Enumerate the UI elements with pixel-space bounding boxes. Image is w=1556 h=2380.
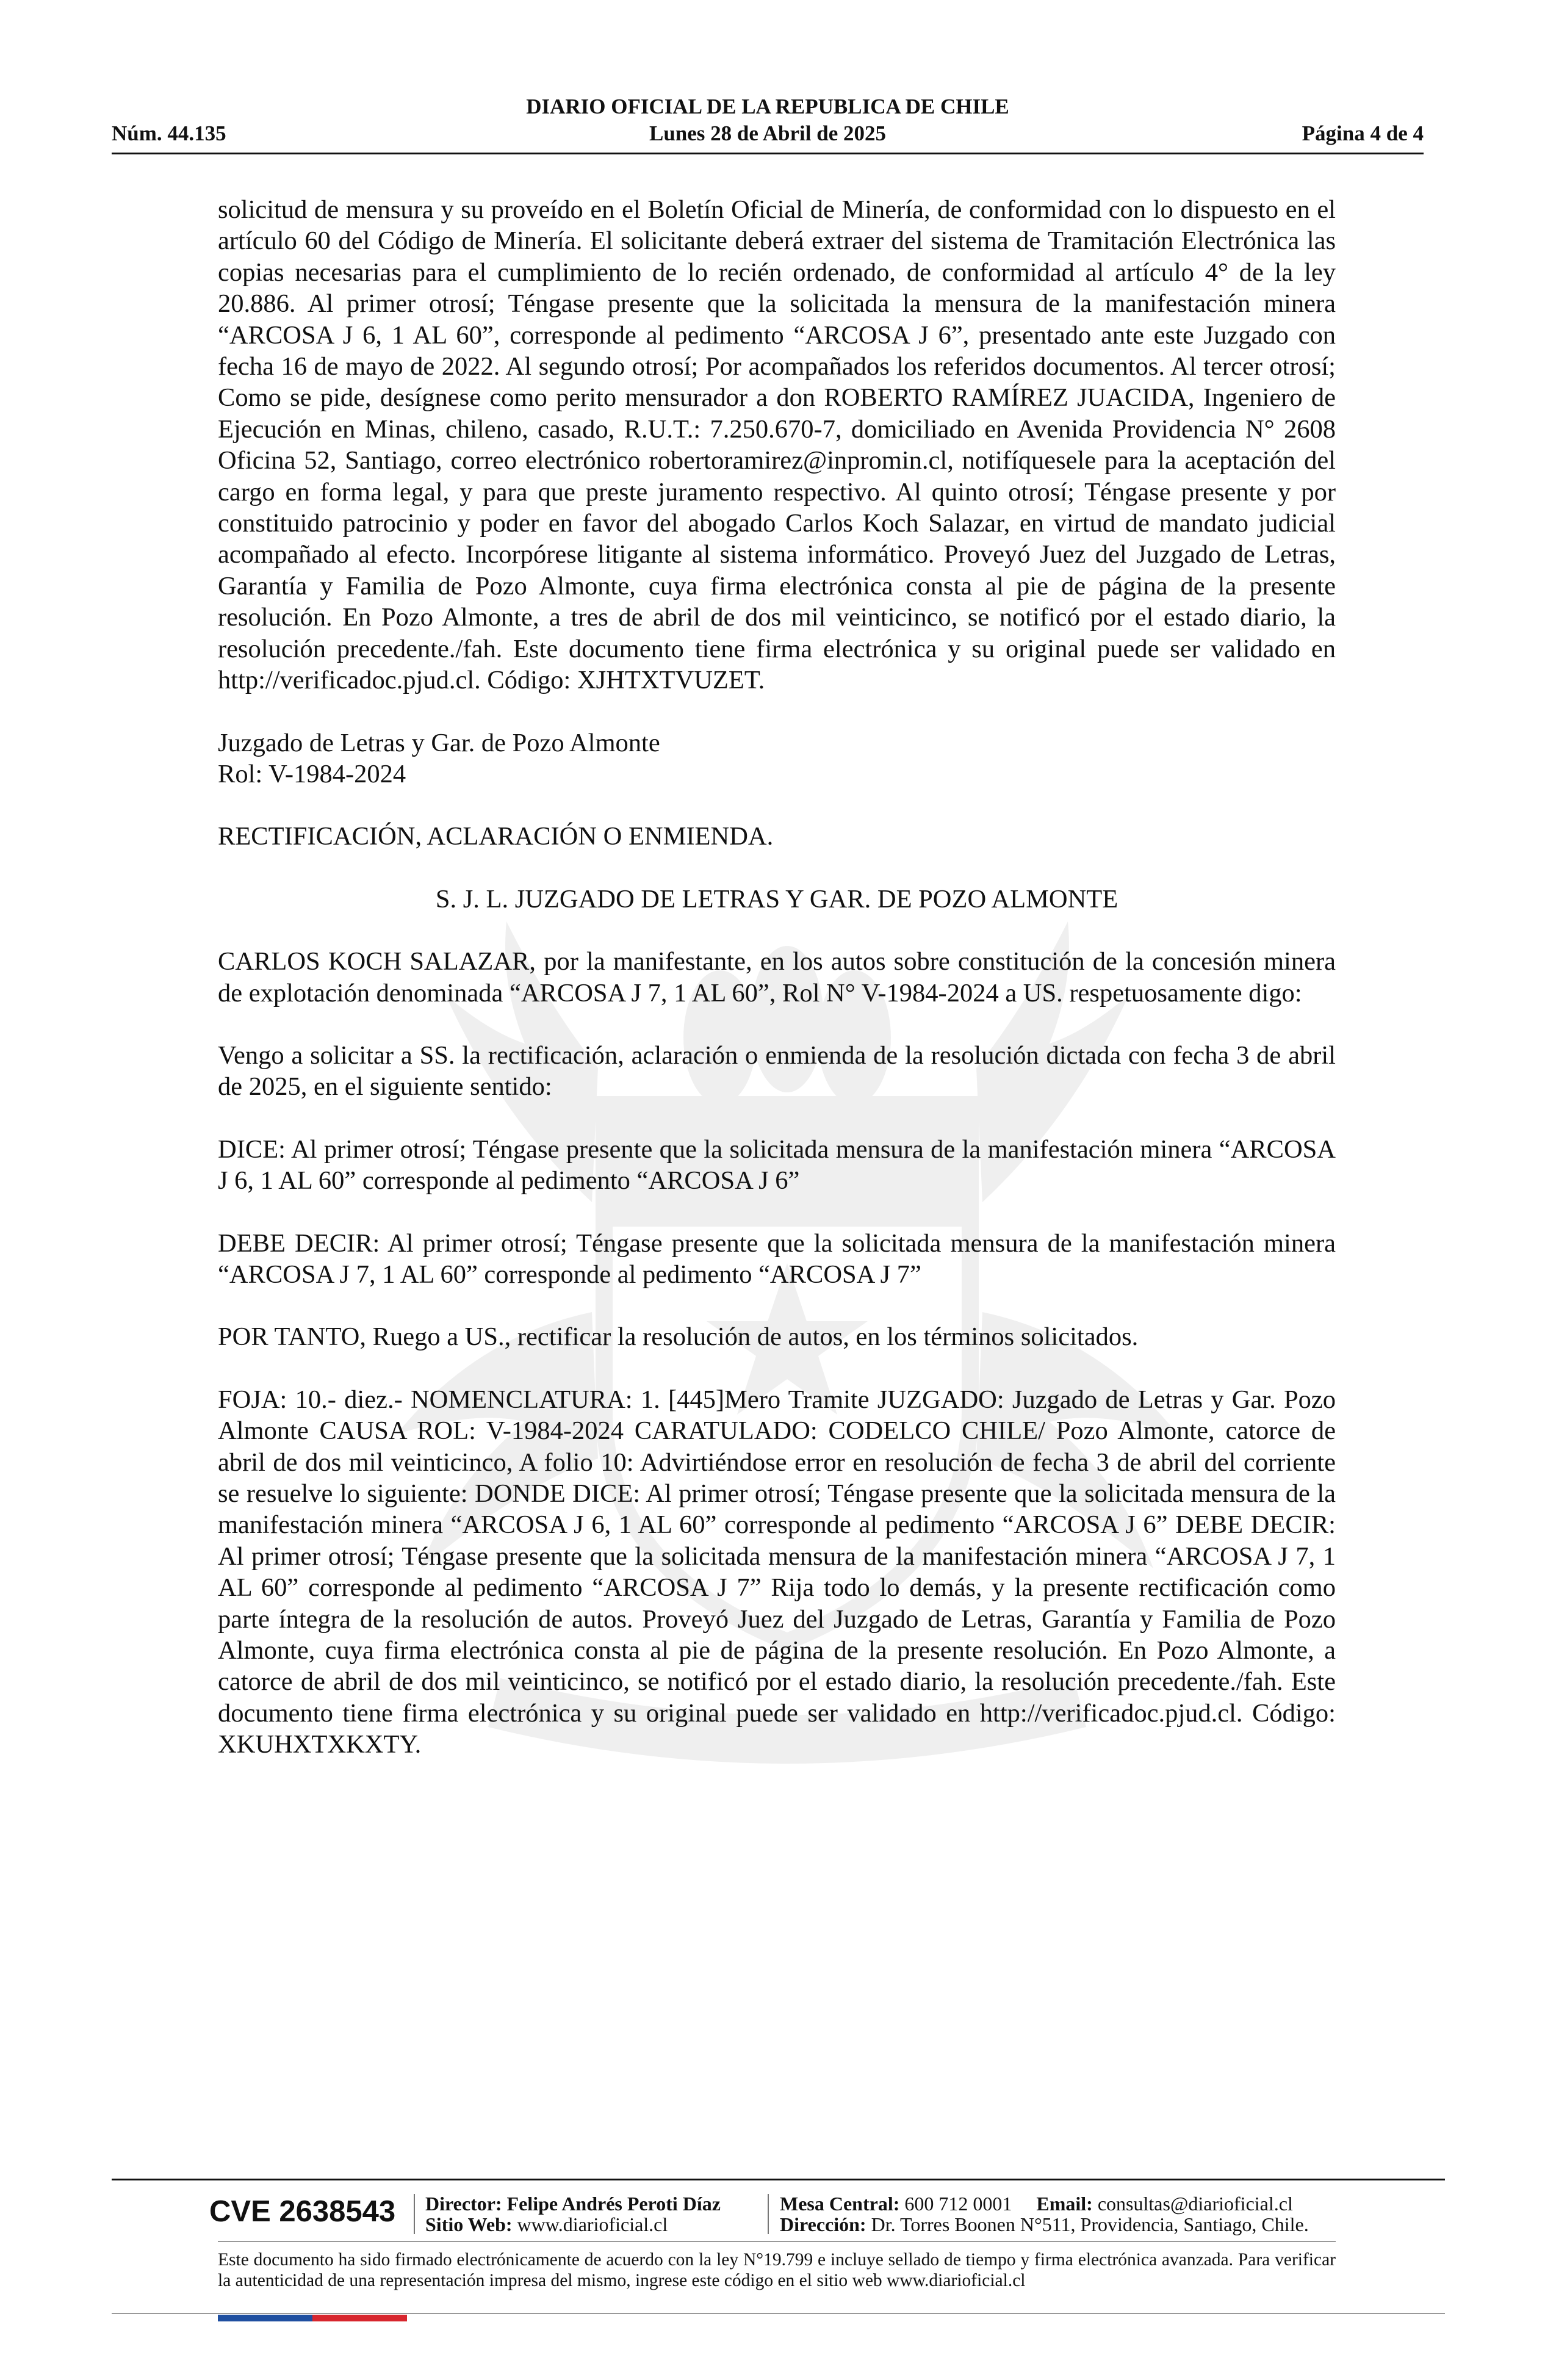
contact-info	[780, 2193, 1309, 2235]
court-name: Juzgado de Letras y Gar. de Pozo Almonte	[218, 728, 660, 757]
address-value: Dr. Torres Boonen N°511, Providencia, Santiago, Chile.	[871, 2213, 1309, 2235]
footer-divider-top	[112, 2179, 1445, 2180]
footer-divider-bottom	[112, 2313, 1445, 2314]
case-rol: Rol: V-1984-2024	[218, 759, 406, 788]
paragraph-dice: DICE: Al primer otrosí; Téngase presente que la solicitada mensura de la manifestación minera “ARCOSA J 6, 1 AL 60” corresponde al pedimento “ARCOSA J 6”	[218, 1134, 1336, 1195]
paragraph-resolution: FOJA: 10.- diez.- NOMENCLATURA: 1. [445]Mero Tramite JUZGADO: Juzgado de Letras y Gar. Pozo Almonte CAUSA ROL: V-1984-2024 CARATULADO: CODELCO CHILE/ Pozo Almonte, catorce de abril de dos mil veinticinco, A folio 10: Advirtiéndose error en resolución de fecha 3 de abril del corriente se resuelve lo siguiente: DONDE DICE: Al primer otrosí; Téngase presente que la solicitada mensura de la manifestación minera “ARCOSA J 6, 1 AL 60” corresponde al pedimento “ARCOSA J 6” DEBE DECIR: Al primer otrosí; Téngase presente que la solicitada mensura de la manifestación minera “ARCOSA J 7, 1 AL 60” corresponde al pedimento “ARCOSA J 7” Rija todo lo demás, y la presente rectificación como parte íntegra de la resolución de autos. Proveyó Juez del Juzgado de Letras, Garantía y Familia de Pozo Almonte, cuya firma electrónica consta al pie de página de la presente resolución. En Pozo Almonte, a catorce de abril de dos mil veinticinco, se notificó por el estado diario, la resolución precedente./fah. Este documento tiene firma electrónica y su original puede ser validado en http://verificadoc.pjud.cl. Código: XKUHXTXKXTY.	[218, 1385, 1336, 1759]
footer-separator	[414, 2194, 415, 2234]
page-indicator: Página 4 de 4	[1302, 121, 1424, 145]
address-label: Dirección:	[780, 2213, 866, 2235]
paragraph-resolution-continuation: solicitud de mensura y su proveído en el Boletín Oficial de Minería, de conformidad con lo dispuesto en el artículo 60 del Código de Minería. El solicitante deberá extraer del sistema de Tramitación Electrónica las copias necesarias para el cumplimiento de lo recién ordenado, de conformidad al artículo 4° de la ley 20.886. Al primer otrosí; Téngase presente que la solicitada la mensura de la manifestación minera “ARCOSA J 6, 1 AL 60”, corresponde al pedimento “ARCOSA J 6”, presentado ante este Juzgado con fecha 16 de mayo de 2022. Al segundo otrosí; Por acompañados los referidos documentos. Al tercer otrosí; Como se pide, desígnese como perito mensurador a don ROBERTO RAMÍREZ JUACIDA, Ingeniero de Ejecución en Minas, chileno, casado, R.U.T.: 7.250.670-7, domiciliado en Avenida Providencia N° 2608 Oficina 52, Santiago, correo electrónico robertoramirez@inpromin.cl, notifíquesele para la aceptación del cargo en forma legal, y para que preste juramento respectivo. Al quinto otrosí; Téngase presente y por constituido patrocinio y poder en favor del abogado Carlos Koch Salazar, en virtud de mandato judicial acompañado al efecto. Incorpórese litigante al sistema informático. Proveyó Juez del Juzgado de Letras, Garantía y Familia de Pozo Almonte, cuya firma electrónica consta al pie de página de la presente resolución. En Pozo Almonte, a tres de abril de dos mil veinticinco, se notificó por el estado diario, la resolución precedente./fah. Este documento tiene firma electrónica y su original puede ser validado en http://verificadoc.pjud.cl. Código: XJHTXTVUZET.	[218, 195, 1336, 695]
cve-code: CVE 2638543	[209, 2195, 396, 2228]
paragraph-por-tanto: POR TANTO, Ruego a US., rectificar la resolución de autos, en los términos solicitados.	[218, 1322, 1139, 1352]
web-link[interactable]: www.diarioficial.cl	[517, 2213, 668, 2235]
email-label: Email:	[1036, 2193, 1093, 2215]
mesa-label: Mesa Central:	[780, 2193, 900, 2215]
paragraph-debe-decir: DEBE DECIR: Al primer otrosí; Téngase presente que la solicitada mensura de la manifestación minera “ARCOSA J 7, 1 AL 60” corresponde al pedimento “ARCOSA J 7”	[218, 1228, 1336, 1289]
section-heading: RECTIFICACIÓN, ACLARACIÓN O ENMIENDA.	[218, 822, 774, 851]
flag-color-bar	[218, 2315, 407, 2321]
court-addressee: S. J. L. JUZGADO DE LETRAS Y GAR. DE POZO ALMONTE	[435, 884, 1118, 914]
issue-date: Lunes 28 de Abril de 2025	[649, 121, 886, 145]
director-info	[425, 2193, 721, 2235]
document-body	[218, 194, 1336, 1761]
paragraph-petitioner: CARLOS KOCH SALAZAR, por la manifestante, en los autos sobre constitución de la concesión minera de explotación denominada “ARCOSA J 7, 1 AL 60”, Rol N° V-1984-2024 a US. respetuosamente digo:	[218, 947, 1336, 1008]
email-link[interactable]: consultas@diarioficial.cl	[1097, 2193, 1293, 2215]
web-label: Sitio Web:	[425, 2213, 513, 2235]
mesa-phone: 600 712 0001	[904, 2193, 1012, 2215]
footer-separator	[768, 2194, 769, 2234]
footer-divider-middle	[218, 2241, 1336, 2242]
flag-red-segment	[312, 2315, 407, 2321]
newspaper-title: DIARIO OFICIAL DE LA REPUBLICA DE CHILE	[526, 95, 1009, 118]
signature-disclaimer: Este documento ha sido firmado electrónicamente de acuerdo con la ley N°19.799 e incluye sellado de tiempo y firma electrónica avanzada. Para verificar la autenticidad de una representación impresa del mismo, ingrese este código en el sitio web www.diarioficial.cl	[218, 2250, 1336, 2290]
page-header	[112, 94, 1424, 154]
issue-number: Núm. 44.135	[112, 121, 226, 145]
paragraph-request: Vengo a solicitar a SS. la rectificación, aclaración o enmienda de la resolución dictada con fecha 3 de abril de 2025, en el siguiente sentido:	[218, 1040, 1336, 1102]
flag-blue-segment	[218, 2315, 312, 2321]
director-label: Director: Felipe Andrés Peroti Díaz	[425, 2193, 721, 2215]
